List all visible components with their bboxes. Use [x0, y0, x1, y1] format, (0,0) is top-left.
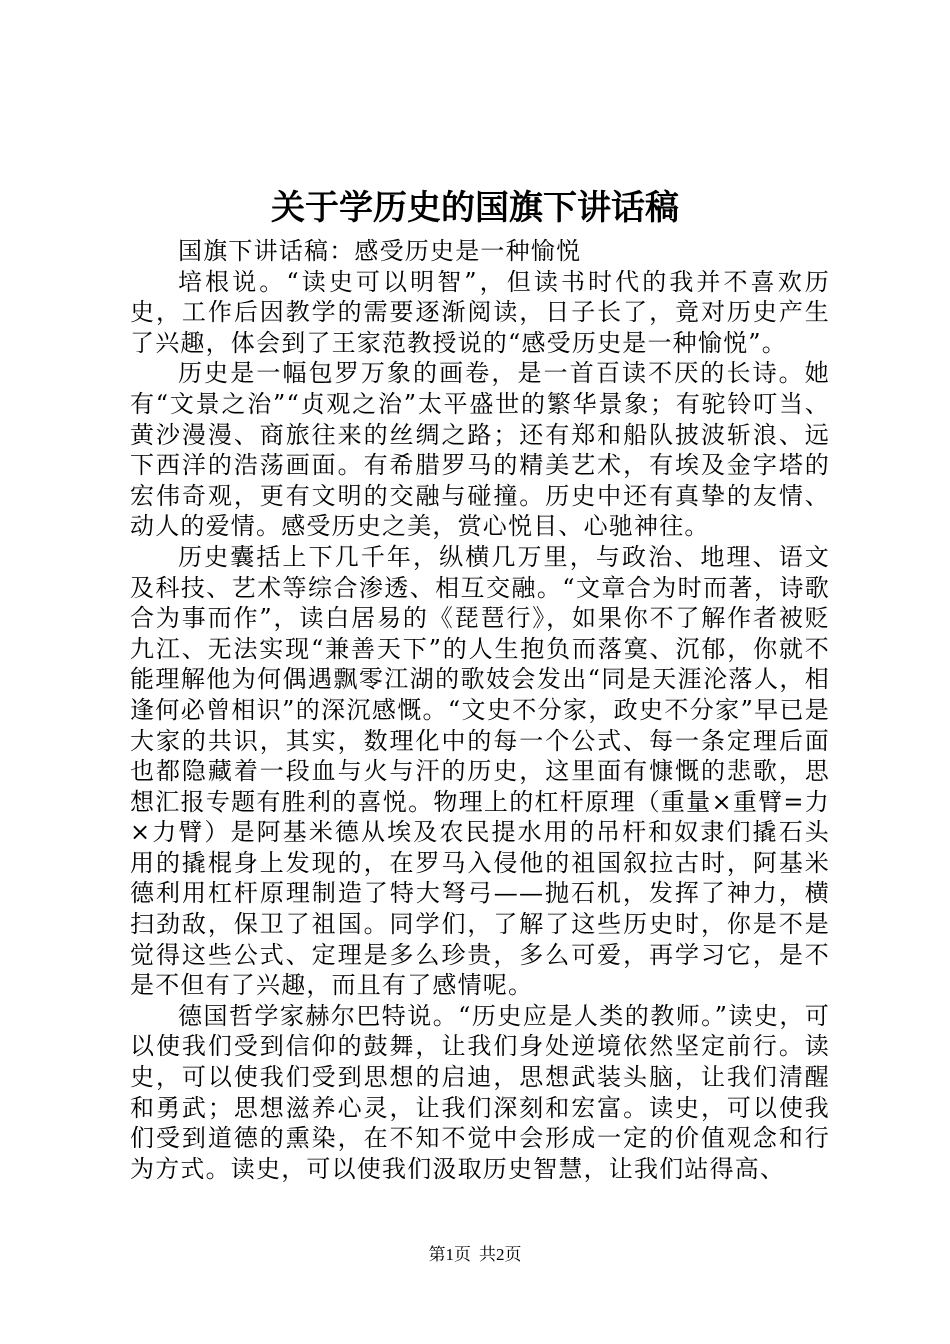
page-footer — [0, 1243, 950, 1267]
paragraph-1: 培根说。“读史可以明智”，但读书时代的我并不喜欢历史，工作后因教学的需要逐渐阅读，日子长了，竟对历史产生了兴趣，体会到了王家范教授说的“感受历史是一种愉悦”。 — [130, 267, 830, 357]
page-number-total: 共2页 — [479, 1245, 522, 1264]
page-number-current: 第1页 — [428, 1245, 471, 1264]
document-body — [130, 236, 830, 1184]
document-title: 关于学历史的国旗下讲话稿 — [271, 188, 679, 228]
paragraph-2: 历史是一幅包罗万象的画卷，是一首百读不厌的长诗。她有“文景之治”“贞观之治”太平盛世的繁华景象；有驼铃叮当、黄沙漫漫、商旅往来的丝绸之路；还有郑和船队披波斩浪、远下西洋的浩荡画面。有希腊罗马的精美艺术，有埃及金字塔的宏伟奇观，更有文明的交融与碰撞。历史中还有真挚的友情、动人的爱情。感受历史之美，赏心悦目、心驰神往。 — [130, 359, 830, 541]
paragraph-3: 历史囊括上下几千年，纵横几万里，与政治、地理、语文及科技、艺术等综合渗透、相互交融。“文章合为时而著，诗歌合为事而作”，读白居易的《琵琶行》，如果你不了解作者被贬九江、无法实现“兼善天下”的人生抱负而落寞、沉郁，你就不能理解他为何偶遇飘零江湖的歌妓会发出“同是天涯沦落人，相逢何必曾相识”的深沉感慨。“文史不分家，政史不分家”早已是大家的共识，其实，数理化中的每一个公式、每一条定理后面也都隐藏着一段血与火与汗的历史，这里面有慷慨的悲歌，思想汇报专题有胜利的喜悦。物理上的杠杆原理（重量×重臂=力×力臂）是阿基米德从埃及农民提水用的吊杆和奴隶们撬石头用的撬棍身上发现的，在罗马入侵他的祖国叙拉古时，阿基米德利用杠杆原理制造了特大弩弓——抛石机，发挥了神力，横扫劲敌，保卫了祖国。同学们，了解了这些历史时，你是不是觉得这些公式、定理是多么珍贵，多么可爱，再学习它，是不是不但有了兴趣，而且有了感情呢。 — [130, 542, 830, 1000]
paragraph-subtitle: 国旗下讲话稿：感受历史是一种愉悦 — [178, 237, 582, 265]
paragraph-4: 德国哲学家赫尔巴特说。“历史应是人类的教师。”读史，可以使我们受到信仰的鼓舞，让我们身处逆境依然坚定前行。读史，可以使我们受到思想的启迪，思想武装头脑，让我们清醒和勇武；思想滋养心灵，让我们深刻和宏富。读史，可以使我们受到道德的熏染，在不知不觉中会形成一定的价值观念和行为方式。读史，可以使我们汲取历史智慧，让我们站得高、 — [130, 1001, 830, 1183]
